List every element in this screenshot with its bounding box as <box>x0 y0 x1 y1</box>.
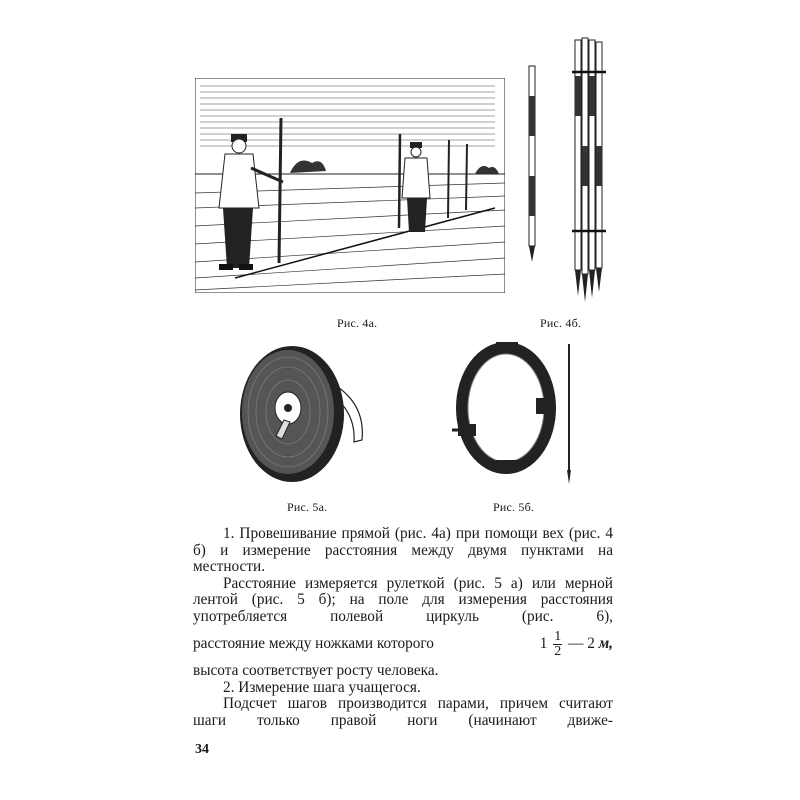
page-number: 34 <box>195 742 209 757</box>
figure-4a-illustration <box>195 78 505 293</box>
formula-integer: 1 <box>539 634 548 652</box>
body-text <box>193 526 613 729</box>
fraction-denominator: 2 <box>554 643 562 659</box>
paragraph-6: Подсчет шагов производится парами, причем считают шаги только правой ноги (начинают движе- <box>193 695 613 729</box>
formula-unit: м, <box>598 634 613 652</box>
formula-fraction <box>553 630 562 659</box>
figure-5b-caption: Рис. 5б. <box>493 500 535 514</box>
figure-5a-illustration <box>238 340 373 485</box>
paragraph-5: 2. Измерение шага учащегося. <box>223 678 421 696</box>
formula <box>540 630 613 659</box>
figure-4b-caption: Рис. 4б. <box>540 316 582 330</box>
paragraph-3-formula-line <box>193 626 613 662</box>
figure-5a-caption: Рис. 5а. <box>287 500 328 514</box>
paragraph-1: 1. Провешивание прямой (рис. 4а) при помощи вех (рис. 4 б) и измерение расстояния между двумя пунктами на местности. <box>193 525 613 575</box>
formula-rest: — 2 <box>568 634 595 652</box>
fraction-numerator: 1 <box>554 628 562 644</box>
figure-4b-illustration <box>520 36 610 306</box>
paragraph-2: Расстояние измеряется рулеткой (рис. 5 а) или мерной лентой (рис. 5 б); на поле для измерения расстояния употребляется полевой циркуль (рис. 6), <box>193 574 613 625</box>
figure-5b-illustration <box>452 338 582 488</box>
figure-4a-caption: Рис. 4а. <box>337 316 378 330</box>
paragraph-3-text: расстояние между ножками которого <box>193 634 434 652</box>
paragraph-4: высота соответствует росту человека. <box>193 662 439 679</box>
